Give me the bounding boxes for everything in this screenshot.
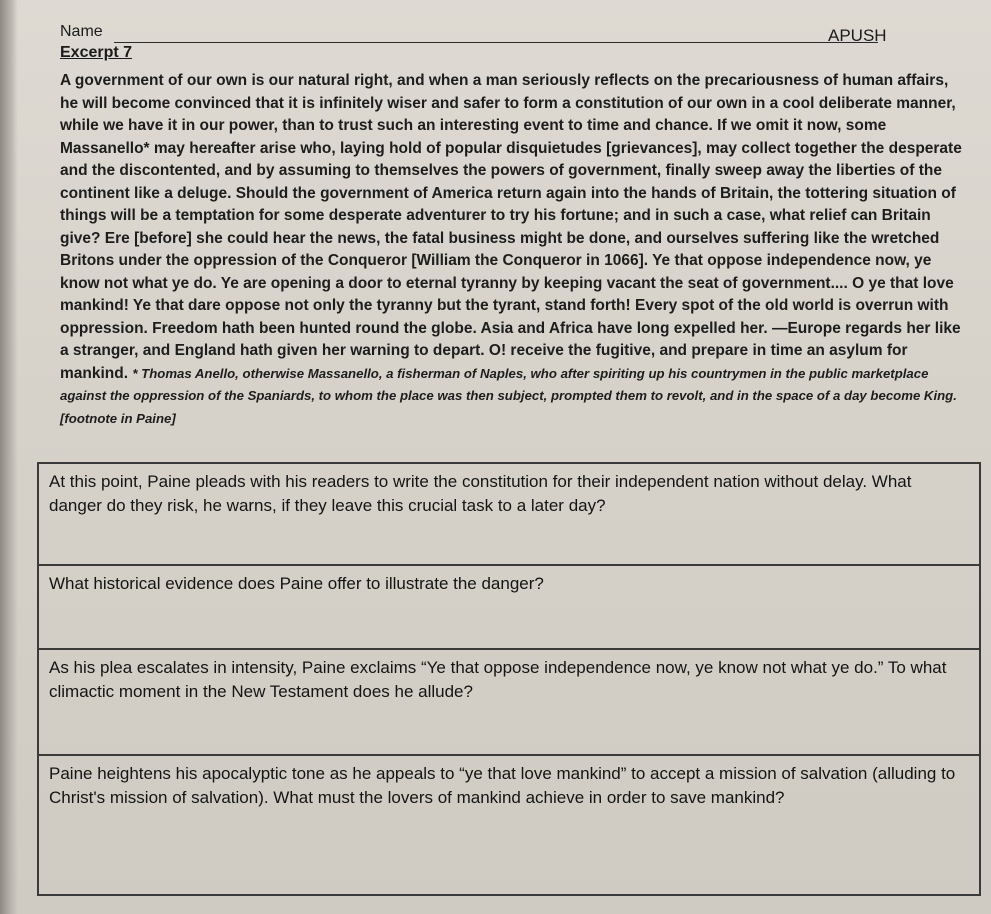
passage-footnote: * Thomas Anello, otherwise Massanello, a fisherman of Naples, who after spiriting up his countrymen in the public marketplace against the oppression of the Spaniards, to whom the place was then subject, prompted them to revolt, and in the space of a day become King. [footnote in Paine]	[60, 365, 957, 426]
question-3-cell[interactable]	[39, 648, 979, 754]
page-edge-shadow	[0, 0, 18, 914]
question-4-cell[interactable]	[39, 754, 979, 894]
question-2-cell[interactable]	[39, 564, 979, 648]
name-label: Name	[60, 23, 103, 40]
excerpt-title: Excerpt 7	[60, 44, 133, 61]
question-1-cell[interactable]	[39, 462, 979, 564]
course-label: APUSH	[828, 26, 887, 45]
questions-table	[37, 462, 981, 896]
question-4-text: Paine heightens his apocalyptic tone as he appeals to “ye that love mankind” to accept a mission of salvation (alluding to Christ's mission of salvation). What must the lovers of mankind achieve in order to save mankind?	[49, 764, 956, 807]
name-blank-line	[114, 42, 878, 43]
excerpt-passage	[60, 70, 965, 430]
question-1-text: At this point, Paine pleads with his readers to write the constitution for their independent nation without delay. What danger do they risk, he warns, if they leave this crucial task to a later day?	[49, 472, 912, 515]
question-2-text: What historical evidence does Paine offer to illustrate the danger?	[49, 574, 544, 593]
passage-text: A government of our own is our natural right, and when a man seriously reflects on the precariousness of human affairs, he will become convinced that it is infinitely wiser and safer to form a constitution of our own in a cool deliberate manner, while we have it in our power, than to trust such an interesting event to time and chance. If we omit it now, some Massanello* may hereafter arise who, laying hold of popular disquietudes [grievances], may collect together the desperate and the discontented, and by assuming to themselves the powers of government, finally sweep away the liberties of the continent like a deluge. Should the government of America return again into the hands of Britain, the tottering situation of things will be a temptation for some desperate adventurer to try his fortune; and in such a case, what relief can Britain give? Ere [before] she could hear the news, the fatal business might be done, and ourselves suffering like the wretched Britons under the oppression of the Conqueror [William the Conqueror in 1066]. Ye that oppose independence now, ye know not what ye do. Ye are opening a door to eternal tyranny by keeping vacant the seat of government.... O ye that love mankind! Ye that dare oppose not only the tyranny but the tyrant, stand forth! Every spot of the old world is overrun with oppression. Freedom hath been hunted round the globe. Asia and Africa have long expelled her. —Europe regards her like a stranger, and England hath given her warning to depart. O! receive the fugitive, and prepare in time an asylum for mankind.	[60, 72, 962, 382]
question-3-text: As his plea escalates in intensity, Paine exclaims “Ye that oppose independence now, ye know not what ye do.” To what climactic moment in the New Testament does he allude?	[49, 658, 947, 701]
worksheet-header	[60, 20, 940, 60]
